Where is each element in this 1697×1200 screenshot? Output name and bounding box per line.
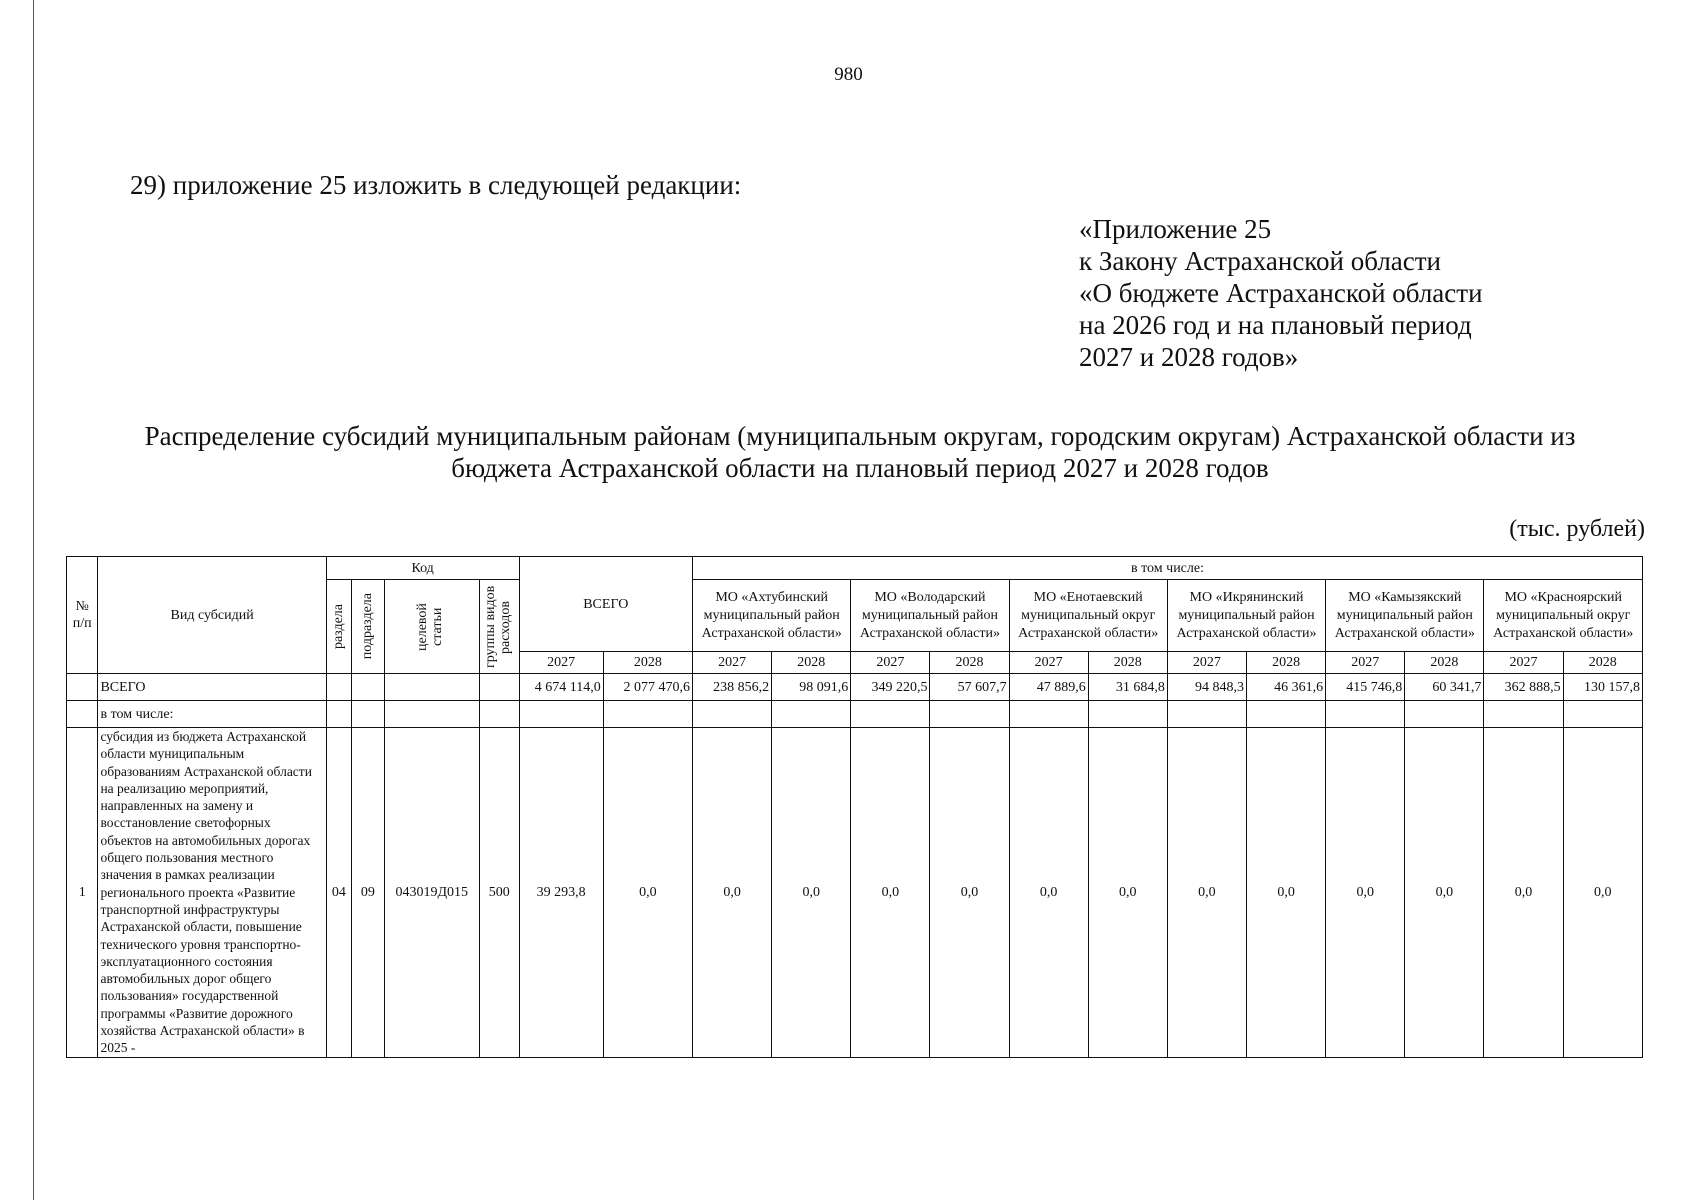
cell-empty bbox=[67, 674, 98, 701]
cell-empty bbox=[384, 701, 479, 728]
header-target-label: целевой статьи bbox=[414, 602, 445, 651]
page-number: 980 bbox=[834, 64, 863, 85]
value-cell: 0,0 bbox=[772, 728, 851, 1058]
header-year: 2027 bbox=[1484, 652, 1563, 674]
including-row bbox=[67, 701, 1643, 728]
cell-empty bbox=[603, 701, 692, 728]
cell-empty bbox=[1405, 701, 1484, 728]
intro-text: 29) приложение 25 изложить в следующей редакции: bbox=[130, 170, 742, 200]
subsidy-name: субсидия из бюджета Астраханской области муниципальным образованиям Астраханской области на реализацию мероприятий, направленных на замену и восстановление светофорных объектов на автомобильных дорогах общего пользования местного значения в рамках реализации регионального проекта «Развитие транспортной инфраструктуры Астраханской области, повышение технического уровня транспортно-эксплуатационного состояния автомобильных дорог общего пользования» государственной программы «Развитие дорожного хозяйства Астраханской области» в 2025 - bbox=[98, 728, 326, 1058]
header-section-label: раздела bbox=[331, 603, 347, 650]
value-cell: 0,0 bbox=[1326, 728, 1405, 1058]
subsection-code: 09 bbox=[352, 728, 384, 1058]
annex-line: на 2026 год и на плановый период bbox=[1079, 310, 1472, 340]
cell-empty bbox=[479, 701, 519, 728]
cell-empty bbox=[772, 701, 851, 728]
cell-empty bbox=[479, 674, 519, 701]
value-cell: 0,0 bbox=[1009, 728, 1088, 1058]
subsidy-row bbox=[67, 728, 1643, 1058]
header-year: 2027 bbox=[1326, 652, 1405, 674]
cell-empty bbox=[326, 701, 351, 728]
annex-line: к Закону Астраханской области bbox=[1079, 246, 1442, 276]
value-cell: 130 157,8 bbox=[1563, 674, 1642, 701]
cell-empty bbox=[1167, 701, 1246, 728]
total-2028: 2 077 470,6 bbox=[603, 674, 692, 701]
value-cell: 0,0 bbox=[1247, 728, 1326, 1058]
cell-empty bbox=[693, 701, 772, 728]
annex-line: 2027 и 2028 годов» bbox=[1079, 342, 1299, 372]
header-code: Код bbox=[326, 557, 519, 580]
value-cell: 0,0 bbox=[693, 728, 772, 1058]
annex-reference bbox=[1079, 213, 1483, 373]
expense-code: 500 bbox=[479, 728, 519, 1058]
value-cell: 0,0 bbox=[930, 728, 1009, 1058]
value-cell: 0,0 bbox=[1088, 728, 1167, 1058]
page-margin-line bbox=[33, 0, 34, 1200]
value-cell: 0,0 bbox=[1405, 728, 1484, 1058]
header-name: Вид субсидий bbox=[98, 557, 326, 674]
total-row bbox=[67, 674, 1643, 701]
header-municipality: МО «Красноярский муниципальный округ Астраханской области» bbox=[1484, 580, 1643, 652]
header-year: 2027 bbox=[693, 652, 772, 674]
header-year: 2027 bbox=[1167, 652, 1246, 674]
annex-line: «О бюджете Астраханской области bbox=[1079, 278, 1483, 308]
row-total-2027: 39 293,8 bbox=[519, 728, 603, 1058]
subsidy-table bbox=[66, 556, 1643, 1058]
value-cell: 31 684,8 bbox=[1088, 674, 1167, 701]
value-cell: 0,0 bbox=[851, 728, 930, 1058]
value-cell: 0,0 bbox=[1484, 728, 1563, 1058]
annex-line: «Приложение 25 bbox=[1079, 214, 1272, 244]
cell-empty bbox=[352, 674, 384, 701]
header-target bbox=[384, 580, 479, 674]
header-year: 2028 bbox=[1405, 652, 1484, 674]
row-number: 1 bbox=[67, 728, 98, 1058]
cell-empty bbox=[1247, 701, 1326, 728]
section-code: 04 bbox=[326, 728, 351, 1058]
cell-empty bbox=[67, 701, 98, 728]
header-municipality: МО «Володарский муниципальный район Астраханской области» bbox=[851, 580, 1009, 652]
total-2027: 4 674 114,0 bbox=[519, 674, 603, 701]
header-year: 2028 bbox=[1247, 652, 1326, 674]
value-cell: 0,0 bbox=[1563, 728, 1642, 1058]
header-year: 2028 bbox=[930, 652, 1009, 674]
header-expense bbox=[479, 580, 519, 674]
cell-empty bbox=[384, 674, 479, 701]
header-subsection bbox=[352, 580, 384, 674]
value-cell: 57 607,7 bbox=[930, 674, 1009, 701]
cell-empty bbox=[1484, 701, 1563, 728]
header-municipality: МО «Ахтубинский муниципальный район Астраханской области» bbox=[693, 580, 851, 652]
value-cell: 349 220,5 bbox=[851, 674, 930, 701]
header-year: 2027 bbox=[519, 652, 603, 674]
value-cell: 362 888,5 bbox=[1484, 674, 1563, 701]
cell-empty bbox=[1326, 701, 1405, 728]
header-municipality: МО «Камызякский муниципальный район Астраханской области» bbox=[1326, 580, 1484, 652]
header-year: 2028 bbox=[1563, 652, 1642, 674]
header-year: 2028 bbox=[603, 652, 692, 674]
total-label: ВСЕГО bbox=[98, 674, 326, 701]
title-line: бюджета Астраханской области на плановый период 2027 и 2028 годов bbox=[451, 453, 1269, 483]
header-municipality: МО «Енотаевский муниципальный округ Астраханской области» bbox=[1009, 580, 1167, 652]
cell-empty bbox=[1563, 701, 1642, 728]
units-label: (тыс. рублей) bbox=[1509, 516, 1645, 542]
header-expense-label: группы видов расходов bbox=[483, 585, 514, 668]
value-cell: 238 856,2 bbox=[693, 674, 772, 701]
header-num: № п/п bbox=[67, 557, 98, 674]
header-year: 2027 bbox=[1009, 652, 1088, 674]
document-title bbox=[80, 420, 1640, 484]
value-cell: 46 361,6 bbox=[1247, 674, 1326, 701]
header-total: ВСЕГО bbox=[519, 557, 693, 652]
cell-empty bbox=[930, 701, 1009, 728]
value-cell: 47 889,6 bbox=[1009, 674, 1088, 701]
header-section bbox=[326, 580, 351, 674]
cell-empty bbox=[352, 701, 384, 728]
value-cell: 98 091,6 bbox=[772, 674, 851, 701]
cell-empty bbox=[1009, 701, 1088, 728]
header-year: 2028 bbox=[772, 652, 851, 674]
value-cell: 94 848,3 bbox=[1167, 674, 1246, 701]
header-subsection-label: подраздела bbox=[360, 593, 376, 660]
cell-empty bbox=[519, 701, 603, 728]
cell-empty bbox=[1088, 701, 1167, 728]
row-total-2028: 0,0 bbox=[603, 728, 692, 1058]
value-cell: 415 746,8 bbox=[1326, 674, 1405, 701]
target-code: 043019Д015 bbox=[384, 728, 479, 1058]
cell-empty bbox=[326, 674, 351, 701]
title-line: Распределение субсидий муниципальным районам (муниципальным округам, городским округам) Астраханской области из bbox=[144, 421, 1576, 451]
header-including: в том числе: bbox=[693, 557, 1643, 580]
header-year: 2027 bbox=[851, 652, 930, 674]
header-year: 2028 bbox=[1088, 652, 1167, 674]
value-cell: 0,0 bbox=[1167, 728, 1246, 1058]
cell-empty bbox=[851, 701, 930, 728]
header-municipality: МО «Икрянинский муниципальный район Астраханской области» bbox=[1167, 580, 1325, 652]
value-cell: 60 341,7 bbox=[1405, 674, 1484, 701]
including-label: в том числе: bbox=[98, 701, 326, 728]
